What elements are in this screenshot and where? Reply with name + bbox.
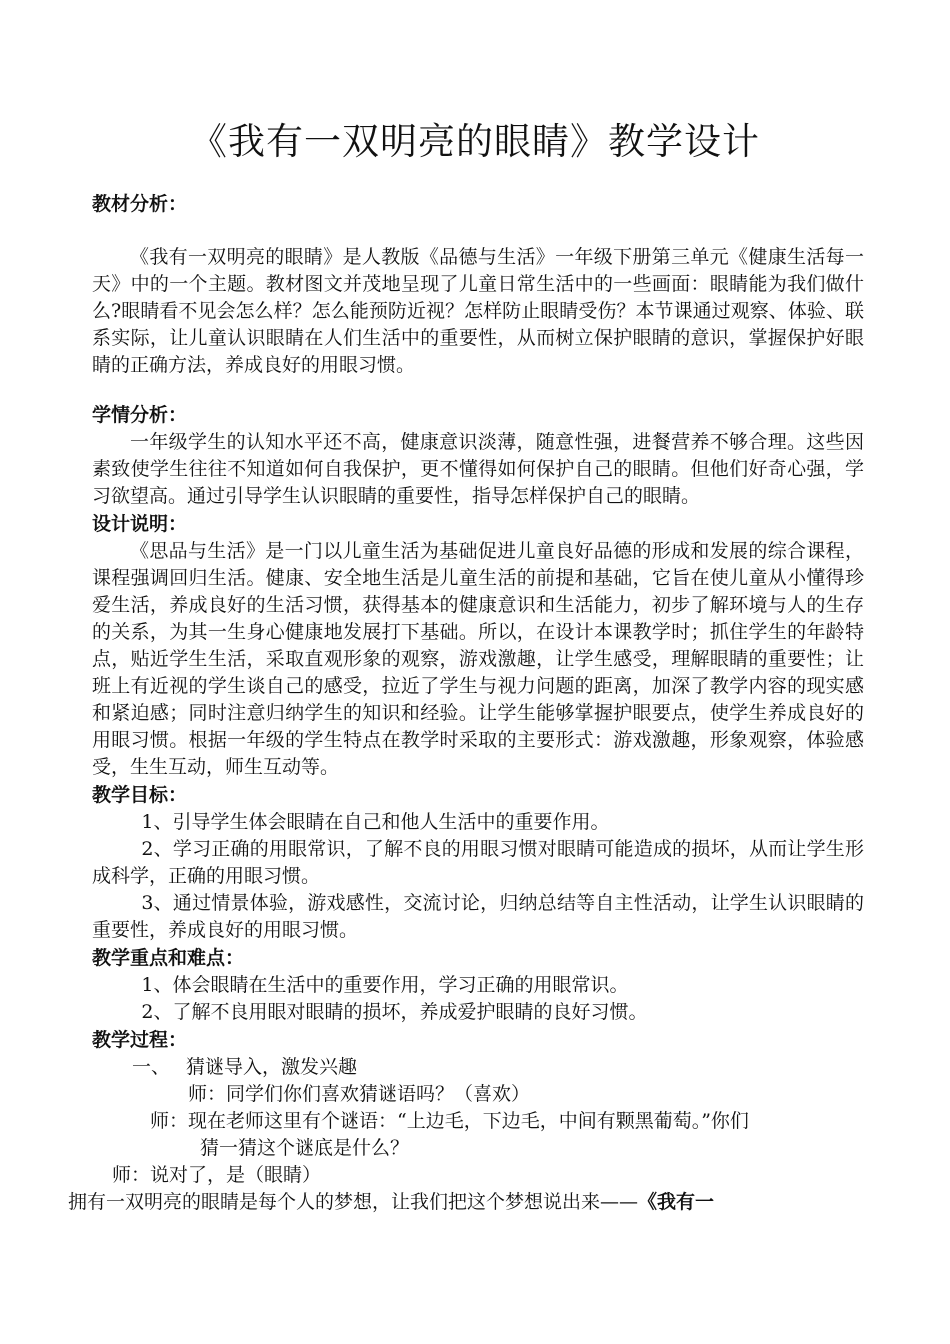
section-heading-design-notes: 设计说明：	[92, 513, 188, 535]
process-step-title	[92, 1054, 864, 1081]
student-analysis-paragraph: 一年级学生的认知水平还不高，健康意识淡薄，随意性强，进餐营养不够合理。这些因素致使学生往往不知道如何自我保护，更不懂得如何保护自己的眼睛。但他们好奇心强，学习欲望高。通过引导学生认识眼睛的重要性，指导怎样保护自己的眼睛。	[92, 431, 864, 507]
dialogue-line: 师：同学们你们喜欢猜谜语吗？（喜欢）	[188, 1083, 531, 1105]
dialogue-line-continued: 猜一猜这个谜底是什么？	[200, 1137, 410, 1159]
material-analysis-paragraph: 《我有一双明亮的眼睛》是人教版《品德与生活》一年级下册第三单元《健康生活每一天》中的一个主题。教材图文并茂地呈现了儿童日常生活中的一些画面：眼睛能为我们做什么?眼睛看不见会怎么样？怎么能预防近视？怎样防止眼睛受伤？本节课通过观察、体验、联系实际，让儿童认识眼睛在人们生活中的重要性，从而树立保护眼睛的意识，掌握保护好眼睛的正确方法，养成良好的用眼习惯。	[92, 246, 864, 376]
closing-line-text: 拥有一双明亮的眼睛是每个人的梦想，让我们把这个梦想说出来——	[68, 1191, 639, 1213]
teaching-goal-item: 1、引导学生体会眼睛在自己和他人生活中的重要作用。	[141, 811, 610, 833]
document-body	[68, 190, 864, 1216]
dialogue-line: 师：现在老师这里有个谜语：“上边毛，下边毛，中间有颗黑葡萄。”你们	[150, 1110, 749, 1132]
section-heading-teaching-goals: 教学目标：	[92, 784, 188, 806]
process-step-label: 猜谜导入，激发兴趣	[186, 1056, 358, 1078]
closing-line-bold: 《我有一	[638, 1191, 715, 1213]
document-title: 《我有一双明亮的眼睛》教学设计	[190, 120, 760, 163]
key-point-item: 2、了解不良用眼对眼睛的损坏，养成爱护眼睛的良好习惯。	[141, 1001, 648, 1023]
section-heading-key-points: 教学重点和难点：	[92, 947, 245, 969]
closing-line	[68, 1189, 864, 1216]
teaching-goal-item: 3、通过情景体验，游戏感性，交流讨论，归纳总结等自主性活动，让学生认识眼睛的重要性，养成良好的用眼习惯。	[92, 892, 864, 941]
section-heading-student-analysis: 学情分析：	[92, 404, 188, 426]
teaching-goal-item: 2、学习正确的用眼常识，了解不良的用眼习惯对眼睛可能造成的损坏，从而让学生形成科学，正确的用眼习惯。	[92, 838, 864, 887]
section-heading-material-analysis: 教材分析：	[92, 193, 188, 215]
design-notes-paragraph: 《思品与生活》是一门以儿童生活为基础促进儿童良好品德的形成和发展的综合课程，课程强调回归生活。健康、安全地生活是儿童生活的前提和基础，它旨在使儿童从小懂得珍爱生活，养成良好的生活习惯，获得基本的健康意识和生活能力，初步了解环境与人的生存的关系，为其一生身心健康地发展打下基础。所以，在设计本课教学时；抓住学生的年龄特点，贴近学生生活，采取直观形象的观察，游戏激趣，让学生感受，理解眼睛的重要性；让班上有近视的学生谈自己的感受，拉近了学生与视力问题的距离，加深了教学内容的现实感和紧迫感；同时注意归纳学生的知识和经验。让学生能够掌握护眼要点，使学生养成良好的用眼习惯。根据一年级的学生特点在教学时采取的主要形式：游戏激趣，形象观察，体验感受，生生互动，师生互动等。	[92, 540, 864, 778]
process-step-number: 一、	[132, 1056, 171, 1078]
dialogue-line: 师：说对了，是（眼睛）	[112, 1164, 322, 1186]
section-heading-teaching-process: 教学过程：	[92, 1029, 188, 1051]
key-point-item: 1、体会眼睛在生活中的重要作用，学习正确的用眼常识。	[141, 974, 629, 996]
